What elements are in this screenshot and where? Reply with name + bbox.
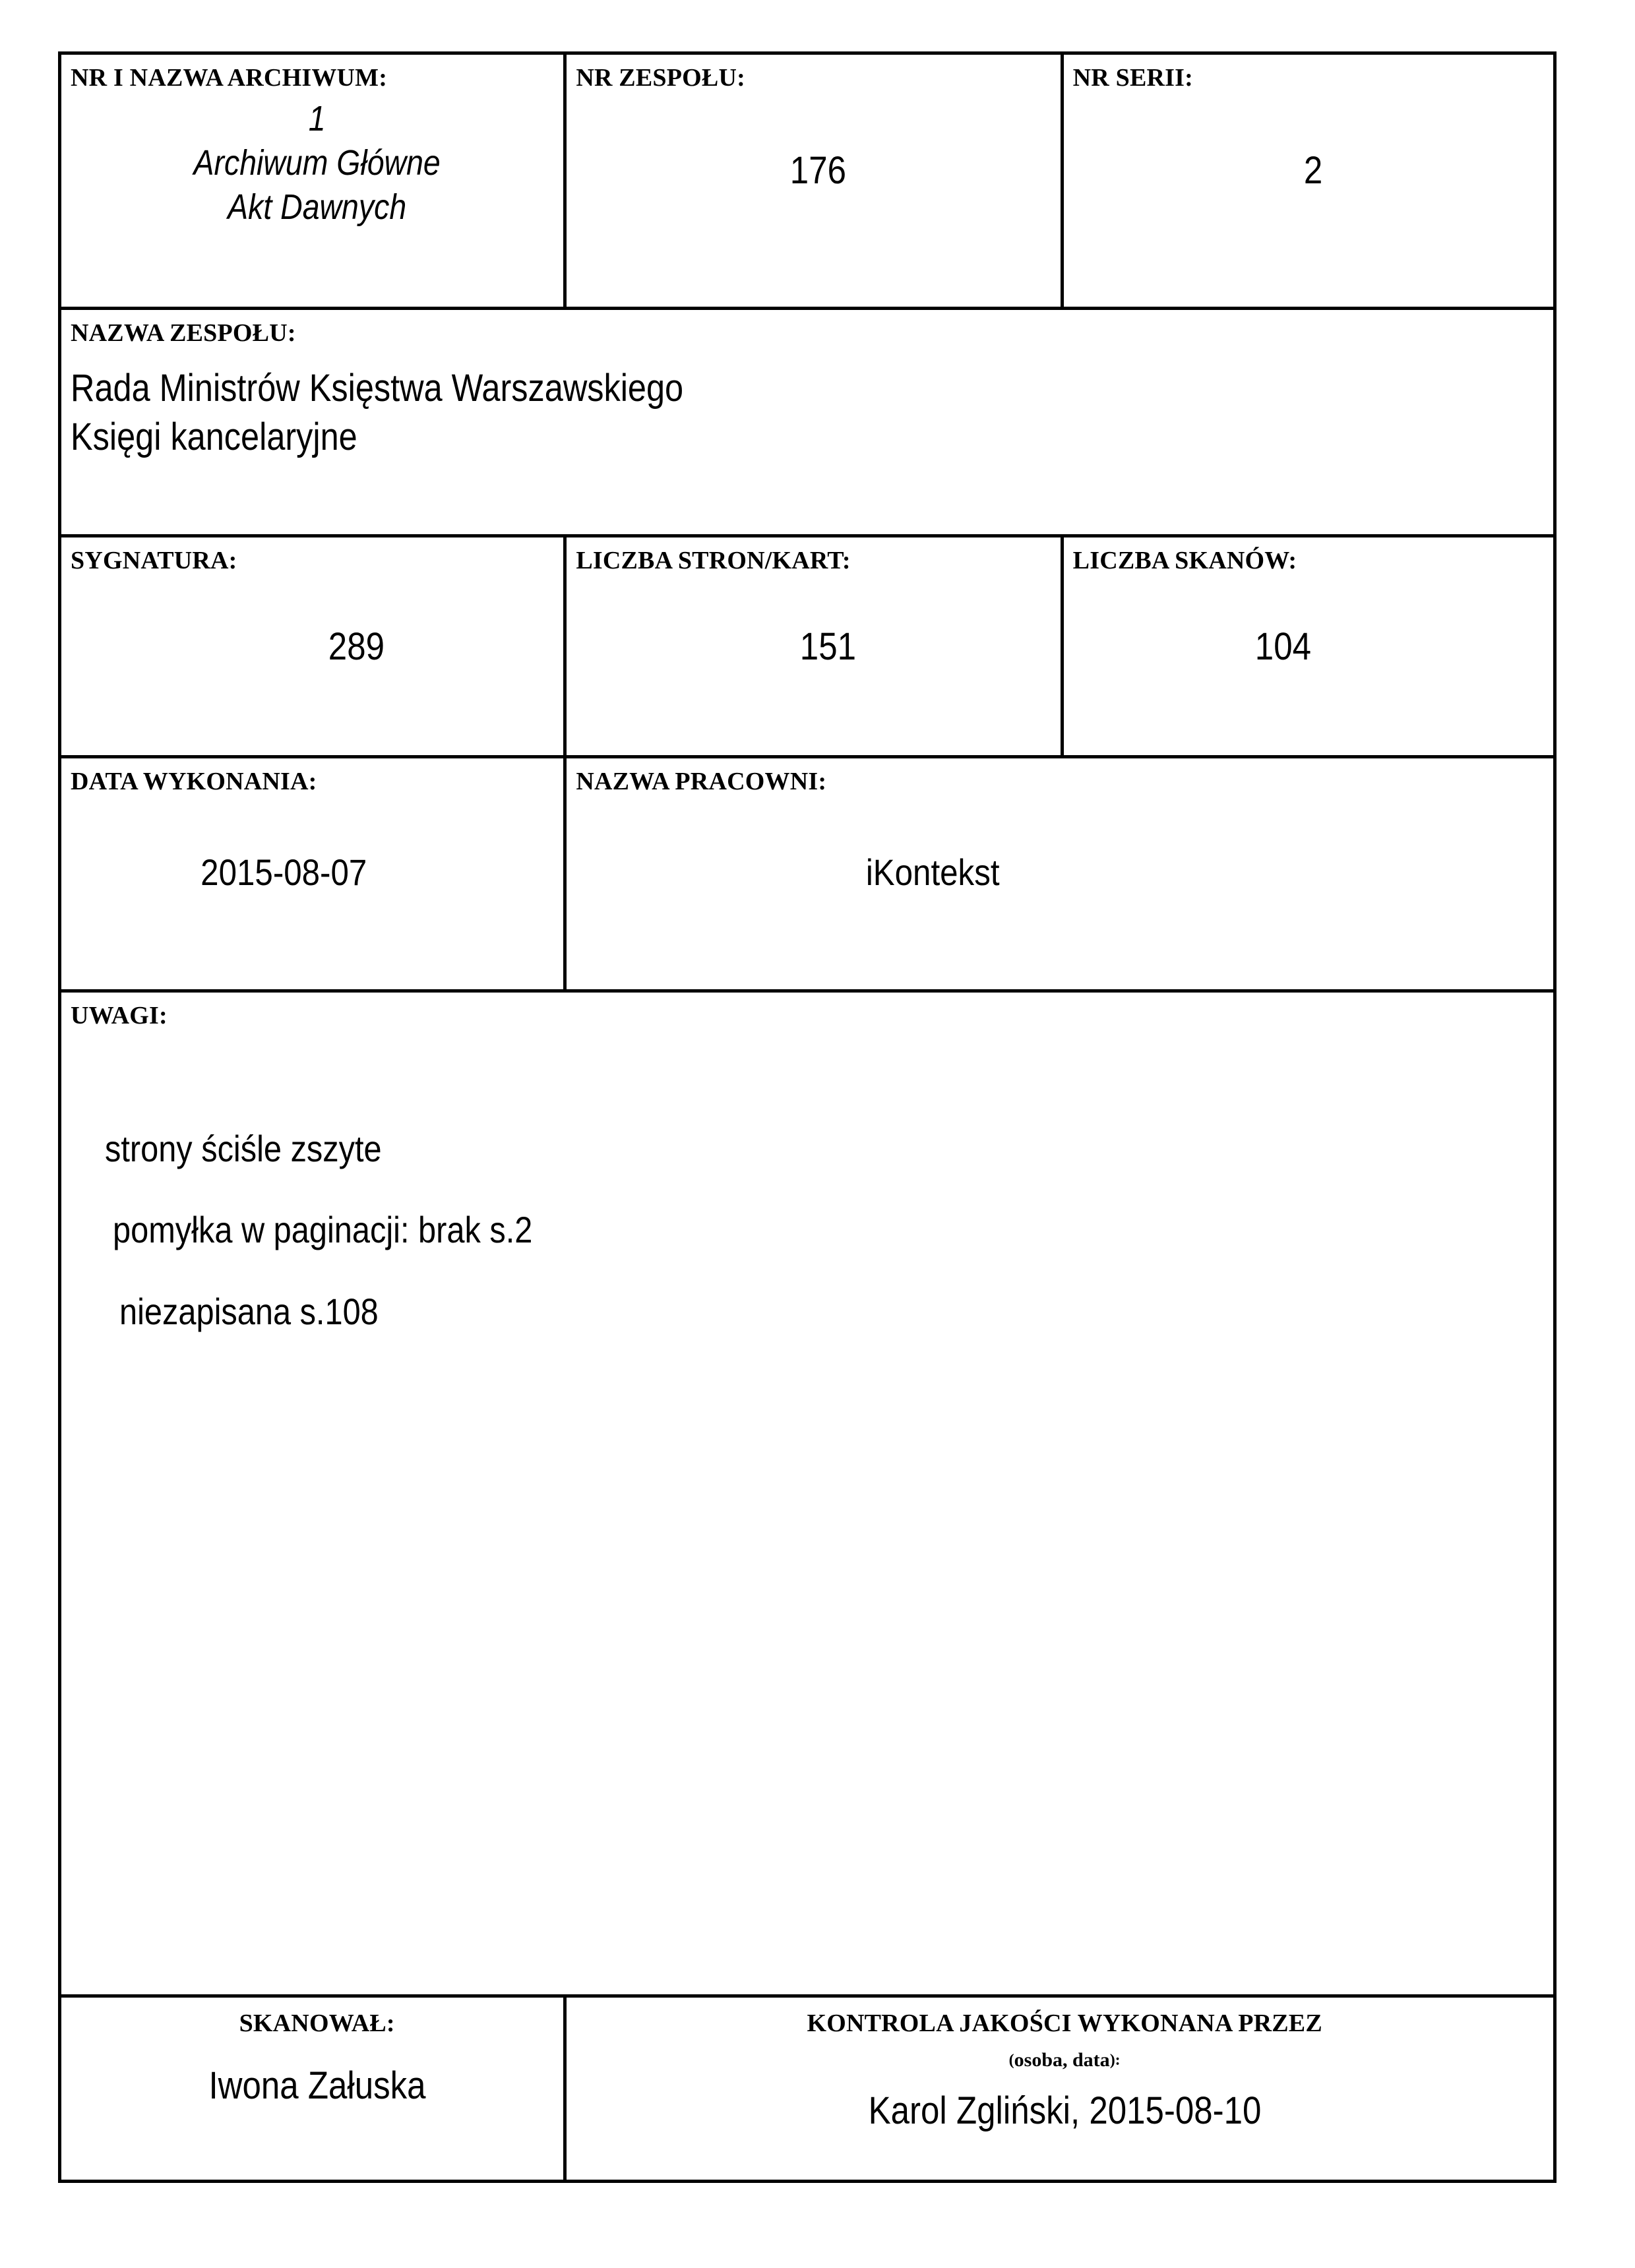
scans-label: LICZBA SKANÓW: <box>1072 547 1297 574</box>
pages-value: 151 <box>799 625 857 668</box>
qc-sublabel-open-paren: ( <box>1008 2051 1014 2069</box>
archive-name-line-2: Akt Dawnych <box>228 187 407 227</box>
fonds-number-label: NR ZESPOŁU: <box>576 64 745 92</box>
studio-value-wrap <box>576 851 1553 894</box>
cell-scans <box>1064 537 1553 755</box>
cell-notes <box>61 993 1553 1994</box>
scans-value: 104 <box>1255 625 1312 668</box>
scans-value-wrap <box>1073 625 1553 669</box>
archive-name-line-1: Archiwum Główne <box>193 142 441 183</box>
signature-value-wrap <box>71 625 563 669</box>
execution-date-label: DATA WYKONANIA: <box>71 768 317 795</box>
notes-label: UWAGI: <box>71 1002 168 1029</box>
fonds-number-value: 176 <box>789 148 847 192</box>
metadata-sheet <box>58 51 1557 2183</box>
signature-value: 289 <box>328 625 385 668</box>
studio-value: iKontekst <box>865 851 1000 893</box>
fonds-name-line-2: Księgi kancelaryjne <box>71 415 357 459</box>
cell-fonds-name <box>61 310 1553 534</box>
fonds-name-label: NAZWA ZESPOŁU: <box>71 319 296 347</box>
table-row-counts <box>61 537 1553 758</box>
cell-execution-date <box>61 758 567 989</box>
studio-label: NAZWA PRACOWNI: <box>576 768 827 795</box>
archive-label: NR I NAZWA ARCHIWUM: <box>71 64 388 92</box>
series-number-label: NR SERII: <box>1072 64 1193 92</box>
fonds-name-line-1: Rada Ministrów Księstwa Warszawskiego <box>71 366 684 410</box>
series-number-value: 2 <box>1303 148 1323 192</box>
cell-studio <box>567 758 1553 989</box>
quality-control-value: Karol Zgliński, 2015-08-10 <box>868 2089 1262 2132</box>
scanned-by-label: SKANOWAŁ: <box>239 2009 395 2037</box>
notes-list <box>71 1128 1553 1332</box>
note-item: strony ściśle zszyte <box>105 1127 382 1169</box>
scanned-by-value-wrap <box>71 2064 563 2108</box>
pages-label: LICZBA STRON/KART: <box>576 547 851 574</box>
pages-value-wrap <box>576 625 1060 669</box>
archive-name-block <box>71 97 563 230</box>
signature-label: SYGNATURA: <box>71 547 237 574</box>
note-item: pomyłka w paginacji: brak s.2 <box>113 1209 533 1251</box>
scanned-by-value: Iwona Załuska <box>208 2064 426 2107</box>
note-item: niezapisana s.108 <box>119 1291 379 1333</box>
execution-date-value: 2015-08-07 <box>201 851 367 893</box>
table-row-footer <box>61 1998 1553 2182</box>
table-row-notes <box>61 993 1553 1998</box>
fonds-number-value-wrap <box>576 148 1060 193</box>
qc-sublabel-close-paren: ): <box>1109 2051 1121 2069</box>
table-row-fonds-name <box>61 310 1553 537</box>
quality-control-value-wrap <box>576 2089 1553 2133</box>
cell-quality-control <box>567 1998 1553 2182</box>
quality-control-sublabel <box>576 2049 1553 2071</box>
quality-control-label: KONTROLA JAKOŚCI WYKONANA PRZEZ <box>807 2009 1322 2037</box>
cell-archive <box>61 55 567 307</box>
series-number-value-wrap <box>1073 148 1553 193</box>
table-row-execution <box>61 758 1553 993</box>
fonds-name-block <box>71 364 1553 462</box>
table-row-archive <box>61 55 1553 310</box>
cell-series-number <box>1064 55 1553 307</box>
execution-date-value-wrap <box>71 851 563 894</box>
archive-number: 1 <box>308 98 326 138</box>
qc-sublabel-text: osoba, data <box>1014 2048 1110 2071</box>
cell-fonds-number <box>567 55 1063 307</box>
cell-signature <box>61 537 567 755</box>
cell-pages <box>567 537 1063 755</box>
cell-scanned-by <box>61 1998 567 2182</box>
